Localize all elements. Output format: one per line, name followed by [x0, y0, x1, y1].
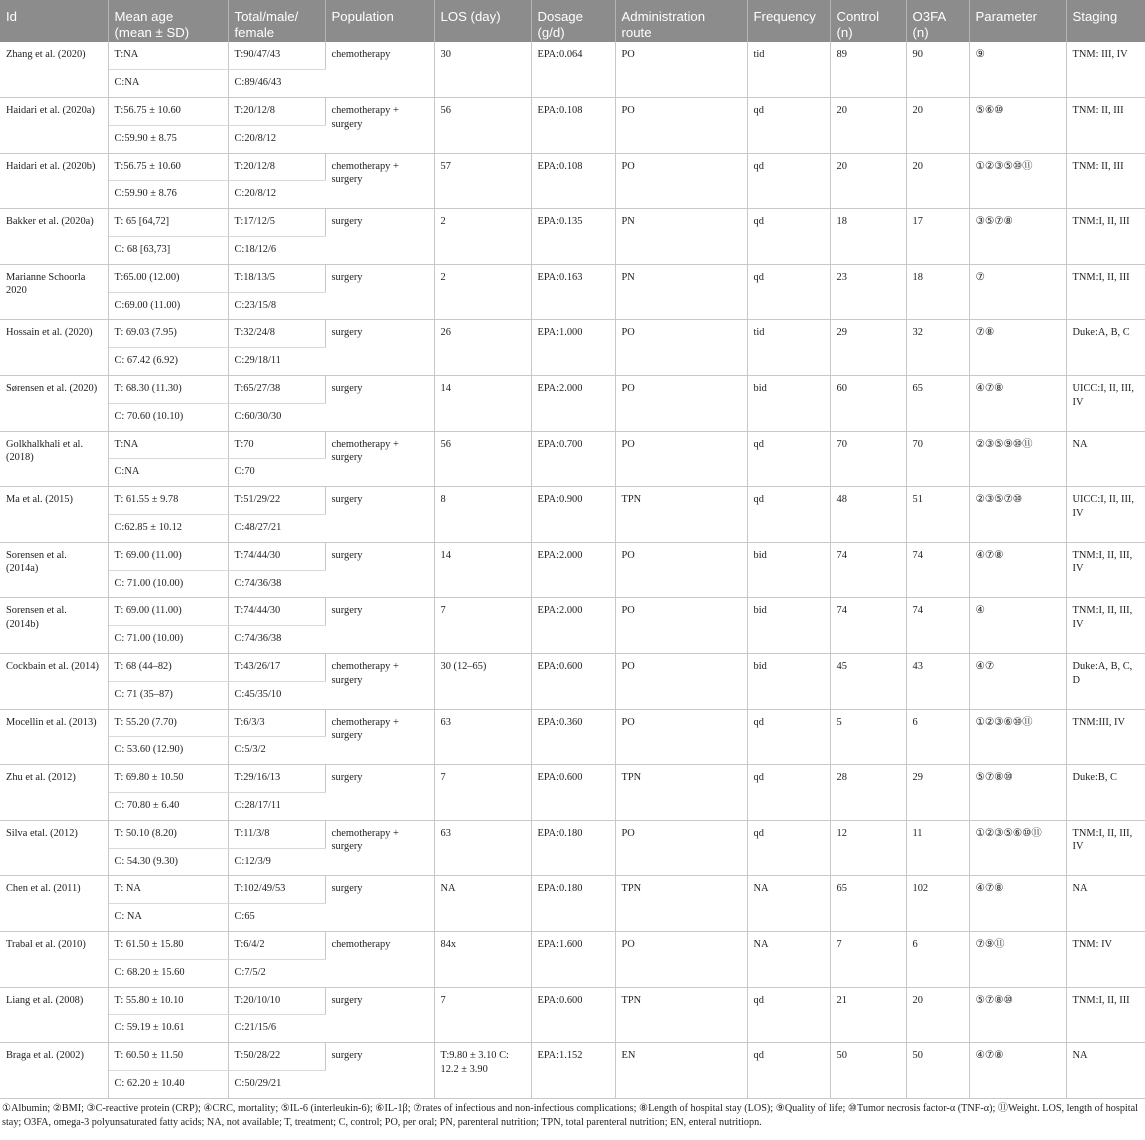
total-treatment: T:102/49/53 — [228, 876, 325, 904]
total-treatment: T:20/12/8 — [228, 153, 325, 181]
header-administration-route: Administration route — [615, 0, 747, 42]
frequency-cell: qd — [747, 820, 830, 876]
table-row — [0, 487, 1145, 515]
study-id: Liang et al. (2008) — [0, 987, 108, 1043]
header-o3fa: O3FA (n) — [906, 0, 969, 42]
mean-age-treatment: T:65.00 (12.00) — [108, 264, 228, 292]
table-footnote: ①Albumin; ②BMI; ③C-reactive protein (CRP); ④CRC, mortality; ⑤IL-6 (interleukin-6); ⑥IL-1β; ⑦rates of infectious and non-infectious complications; ⑧Length of hospital stay (LOS); ⑨Quality of life; ⑩Tumor necrosis factor-α (TNF-α); ⑪Weight. LOS, length of hospital stay; O3FA, omega-3 polyunsaturated fatty acids; NA, not available; T, treatment; C, control; PO, per oral; PN, parenteral nutrition; TPN, total parenteral nutrition; EN, enteral nutritiopn. — [2, 1102, 1138, 1128]
mean-age-treatment: T: NA — [108, 876, 228, 904]
study-id: Hossain et al. (2020) — [0, 320, 108, 376]
table-row — [0, 376, 1145, 404]
o3fa-n-cell: 43 — [906, 654, 969, 710]
parameter-cell: ⑦ — [969, 264, 1066, 320]
mean-age-control: C: 53.60 (12.90) — [108, 737, 228, 765]
frequency-cell: qd — [747, 431, 830, 487]
staging-cell: TNM:I, II, III — [1066, 209, 1145, 265]
mean-age-treatment: T: 69.00 (11.00) — [108, 598, 228, 626]
study-id: Cockbain et al. (2014) — [0, 654, 108, 710]
population-cell: chemotherapy + surgery — [325, 431, 434, 487]
route-cell: PO — [615, 431, 747, 487]
control-n-cell: 74 — [830, 542, 906, 598]
mean-age-control: C: 70.80 ± 6.40 — [108, 793, 228, 821]
los-cell: 8 — [434, 487, 531, 543]
staging-cell: TNM:I, II, III — [1066, 264, 1145, 320]
parameter-cell: ①②③⑤⑩⑪ — [969, 153, 1066, 209]
frequency-cell: NA — [747, 932, 830, 988]
parameter-cell: ④⑦⑧ — [969, 1043, 1066, 1099]
parameter-cell: ⑤⑦⑧⑩ — [969, 765, 1066, 821]
o3fa-n-cell: 50 — [906, 1043, 969, 1099]
table-row — [0, 987, 1145, 1015]
control-n-cell: 48 — [830, 487, 906, 543]
parameter-cell: ⑤⑦⑧⑩ — [969, 987, 1066, 1043]
study-id: Haidari et al. (2020b) — [0, 153, 108, 209]
dosage-cell: EPA:0.600 — [531, 765, 615, 821]
staging-cell: TNM: II, III — [1066, 153, 1145, 209]
mean-age-treatment: T:NA — [108, 42, 228, 70]
table-row — [0, 264, 1145, 292]
mean-age-treatment: T: 68 (44–82) — [108, 654, 228, 682]
total-control: C:60/30/30 — [228, 403, 325, 431]
staging-cell: TNM: IV — [1066, 932, 1145, 988]
route-cell: PO — [615, 98, 747, 154]
parameter-cell: ⑦⑧ — [969, 320, 1066, 376]
staging-cell: UICC:I, II, III, IV — [1066, 376, 1145, 432]
staging-cell: NA — [1066, 876, 1145, 932]
staging-cell: Duke:A, B, C, D — [1066, 654, 1145, 710]
study-id: Chen et al. (2011) — [0, 876, 108, 932]
o3fa-n-cell: 74 — [906, 542, 969, 598]
total-treatment: T:11/3/8 — [228, 820, 325, 848]
total-control: C:74/36/38 — [228, 626, 325, 654]
mean-age-treatment: T:56.75 ± 10.60 — [108, 153, 228, 181]
los-cell: 2 — [434, 209, 531, 265]
total-treatment: T:50/28/22 — [228, 1043, 325, 1071]
dosage-cell: EPA:2.000 — [531, 598, 615, 654]
header-parameter: Parameter — [969, 0, 1066, 42]
los-cell: 57 — [434, 153, 531, 209]
o3fa-n-cell: 32 — [906, 320, 969, 376]
route-cell: TPN — [615, 765, 747, 821]
dosage-cell: EPA:0.600 — [531, 654, 615, 710]
o3fa-n-cell: 65 — [906, 376, 969, 432]
population-cell: chemotherapy + surgery — [325, 820, 434, 876]
control-n-cell: 65 — [830, 876, 906, 932]
total-control: C:28/17/11 — [228, 793, 325, 821]
route-cell: TPN — [615, 487, 747, 543]
mean-age-control: C: 71 (35–87) — [108, 681, 228, 709]
study-id: Trabal et al. (2010) — [0, 932, 108, 988]
control-n-cell: 23 — [830, 264, 906, 320]
frequency-cell: NA — [747, 876, 830, 932]
study-id: Braga et al. (2002) — [0, 1043, 108, 1099]
los-cell: 56 — [434, 431, 531, 487]
mean-age-control: C:59.90 ± 8.75 — [108, 125, 228, 153]
route-cell: PO — [615, 320, 747, 376]
mean-age-treatment: T: 69.00 (11.00) — [108, 542, 228, 570]
dosage-cell: EPA:2.000 — [531, 376, 615, 432]
table-row — [0, 153, 1145, 181]
dosage-cell: EPA:0.360 — [531, 709, 615, 765]
total-control: C:89/46/43 — [228, 70, 325, 98]
population-cell: surgery — [325, 542, 434, 598]
table-header-row — [0, 0, 1145, 42]
parameter-cell: ⑤⑥⑩ — [969, 98, 1066, 154]
total-treatment: T:6/4/2 — [228, 932, 325, 960]
o3fa-n-cell: 90 — [906, 42, 969, 98]
population-cell: surgery — [325, 376, 434, 432]
total-treatment: T:51/29/22 — [228, 487, 325, 515]
total-control: C:70 — [228, 459, 325, 487]
control-n-cell: 60 — [830, 376, 906, 432]
staging-cell: TNM: II, III — [1066, 98, 1145, 154]
o3fa-n-cell: 74 — [906, 598, 969, 654]
header-frequency: Frequency — [747, 0, 830, 42]
parameter-cell: ②③⑤⑨⑩⑪ — [969, 431, 1066, 487]
table-row — [0, 820, 1145, 848]
mean-age-treatment: T: 65 [64,72] — [108, 209, 228, 237]
frequency-cell: tid — [747, 320, 830, 376]
total-control: C:18/12/6 — [228, 237, 325, 265]
total-control: C:50/29/21 — [228, 1070, 325, 1098]
o3fa-n-cell: 11 — [906, 820, 969, 876]
los-cell: 84x — [434, 932, 531, 988]
population-cell: surgery — [325, 876, 434, 932]
route-cell: PN — [615, 264, 747, 320]
dosage-cell: EPA:0.700 — [531, 431, 615, 487]
population-cell: surgery — [325, 487, 434, 543]
control-n-cell: 5 — [830, 709, 906, 765]
dosage-cell: EPA:1.000 — [531, 320, 615, 376]
mean-age-control: C: 54.30 (9.30) — [108, 848, 228, 876]
mean-age-control: C: NA — [108, 904, 228, 932]
frequency-cell: tid — [747, 42, 830, 98]
mean-age-control: C: 70.60 (10.10) — [108, 403, 228, 431]
total-control: C:12/3/9 — [228, 848, 325, 876]
los-cell: 56 — [434, 98, 531, 154]
table-row — [0, 765, 1145, 793]
population-cell: chemotherapy — [325, 42, 434, 98]
total-treatment: T:20/12/8 — [228, 98, 325, 126]
parameter-cell: ③⑤⑦⑧ — [969, 209, 1066, 265]
o3fa-n-cell: 29 — [906, 765, 969, 821]
o3fa-n-cell: 6 — [906, 932, 969, 988]
population-cell: chemotherapy — [325, 932, 434, 988]
total-control: C:20/8/12 — [228, 125, 325, 153]
header-los: LOS (day) — [434, 0, 531, 42]
total-control: C:48/27/21 — [228, 515, 325, 543]
route-cell: PO — [615, 542, 747, 598]
los-cell: 2 — [434, 264, 531, 320]
table-row — [0, 320, 1145, 348]
route-cell: PO — [615, 820, 747, 876]
parameter-cell: ④⑦⑧ — [969, 376, 1066, 432]
population-cell: chemotherapy + surgery — [325, 153, 434, 209]
header-mean-age: Mean age (mean ± SD) — [108, 0, 228, 42]
frequency-cell: qd — [747, 153, 830, 209]
mean-age-control: C: 67.42 (6.92) — [108, 348, 228, 376]
total-treatment: T:6/3/3 — [228, 709, 325, 737]
mean-age-treatment: T: 69.80 ± 10.50 — [108, 765, 228, 793]
parameter-cell: ⑦⑨⑪ — [969, 932, 1066, 988]
los-cell: 7 — [434, 987, 531, 1043]
route-cell: PO — [615, 654, 747, 710]
mean-age-control: C:69.00 (11.00) — [108, 292, 228, 320]
total-control: C:21/15/6 — [228, 1015, 325, 1043]
route-cell: PO — [615, 153, 747, 209]
o3fa-n-cell: 20 — [906, 98, 969, 154]
o3fa-n-cell: 18 — [906, 264, 969, 320]
total-treatment: T:74/44/30 — [228, 542, 325, 570]
parameter-cell: ②③⑤⑦⑩ — [969, 487, 1066, 543]
population-cell: chemotherapy + surgery — [325, 654, 434, 710]
staging-cell: NA — [1066, 431, 1145, 487]
staging-cell: UICC:I, II, III, IV — [1066, 487, 1145, 543]
los-cell: 30 (12–65) — [434, 654, 531, 710]
header-dosage: Dosage (g/d) — [531, 0, 615, 42]
population-cell: surgery — [325, 320, 434, 376]
route-cell: PO — [615, 42, 747, 98]
study-id: Bakker et al. (2020a) — [0, 209, 108, 265]
los-cell: 63 — [434, 709, 531, 765]
route-cell: TPN — [615, 987, 747, 1043]
total-control: C:65 — [228, 904, 325, 932]
header-population: Population — [325, 0, 434, 42]
dosage-cell: EPA:0.135 — [531, 209, 615, 265]
dosage-cell: EPA:0.900 — [531, 487, 615, 543]
mean-age-treatment: T: 68.30 (11.30) — [108, 376, 228, 404]
mean-age-treatment: T: 55.80 ± 10.10 — [108, 987, 228, 1015]
route-cell: PO — [615, 598, 747, 654]
o3fa-n-cell: 6 — [906, 709, 969, 765]
frequency-cell: bid — [747, 654, 830, 710]
dosage-cell: EPA:0.064 — [531, 42, 615, 98]
table-row — [0, 654, 1145, 682]
mean-age-treatment: T: 60.50 ± 11.50 — [108, 1043, 228, 1071]
study-id: Sorensen et al. (2014b) — [0, 598, 108, 654]
total-treatment: T:17/12/5 — [228, 209, 325, 237]
table-row — [0, 598, 1145, 626]
o3fa-n-cell: 70 — [906, 431, 969, 487]
dosage-cell: EPA:0.108 — [531, 98, 615, 154]
frequency-cell: bid — [747, 598, 830, 654]
total-control: C:5/3/2 — [228, 737, 325, 765]
population-cell: surgery — [325, 598, 434, 654]
mean-age-control: C:NA — [108, 70, 228, 98]
table-row — [0, 1043, 1145, 1071]
dosage-cell: EPA:1.152 — [531, 1043, 615, 1099]
study-id: Mocellin et al. (2013) — [0, 709, 108, 765]
control-n-cell: 12 — [830, 820, 906, 876]
total-treatment: T:65/27/38 — [228, 376, 325, 404]
control-n-cell: 29 — [830, 320, 906, 376]
los-cell: NA — [434, 876, 531, 932]
staging-cell: NA — [1066, 1043, 1145, 1099]
study-id: Silva etal. (2012) — [0, 820, 108, 876]
table-row — [0, 431, 1145, 459]
total-treatment: T:32/24/8 — [228, 320, 325, 348]
dosage-cell: EPA:0.600 — [531, 987, 615, 1043]
mean-age-control: C: 71.00 (10.00) — [108, 626, 228, 654]
staging-cell: TNM: III, IV — [1066, 42, 1145, 98]
table-row — [0, 932, 1145, 960]
frequency-cell: qd — [747, 987, 830, 1043]
control-n-cell: 20 — [830, 98, 906, 154]
parameter-cell: ①②③⑤⑥⑩⑪ — [969, 820, 1066, 876]
parameter-cell: ④⑦ — [969, 654, 1066, 710]
total-control: C:23/15/8 — [228, 292, 325, 320]
o3fa-n-cell: 102 — [906, 876, 969, 932]
total-treatment: T:18/13/5 — [228, 264, 325, 292]
frequency-cell: bid — [747, 376, 830, 432]
mean-age-treatment: T:NA — [108, 431, 228, 459]
control-n-cell: 89 — [830, 42, 906, 98]
mean-age-treatment: T: 69.03 (7.95) — [108, 320, 228, 348]
mean-age-control: C:59.90 ± 8.76 — [108, 181, 228, 209]
control-n-cell: 70 — [830, 431, 906, 487]
frequency-cell: bid — [747, 542, 830, 598]
control-n-cell: 28 — [830, 765, 906, 821]
population-cell: surgery — [325, 1043, 434, 1099]
frequency-cell: qd — [747, 765, 830, 821]
population-cell: surgery — [325, 264, 434, 320]
total-treatment: T:74/44/30 — [228, 598, 325, 626]
los-cell: 30 — [434, 42, 531, 98]
total-treatment: T:90/47/43 — [228, 42, 325, 70]
frequency-cell: qd — [747, 98, 830, 154]
population-cell: surgery — [325, 209, 434, 265]
dosage-cell: EPA:0.180 — [531, 876, 615, 932]
staging-cell: TNM:I, II, III — [1066, 987, 1145, 1043]
study-id: Zhang et al. (2020) — [0, 42, 108, 98]
dosage-cell: EPA:0.180 — [531, 820, 615, 876]
dosage-cell: EPA:1.600 — [531, 932, 615, 988]
route-cell: PN — [615, 209, 747, 265]
mean-age-control: C: 62.20 ± 10.40 — [108, 1070, 228, 1098]
table-row — [0, 98, 1145, 126]
total-treatment: T:29/16/13 — [228, 765, 325, 793]
header-staging: Staging — [1066, 0, 1145, 42]
mean-age-control: C:NA — [108, 459, 228, 487]
o3fa-n-cell: 17 — [906, 209, 969, 265]
mean-age-treatment: T: 61.55 ± 9.78 — [108, 487, 228, 515]
route-cell: TPN — [615, 876, 747, 932]
los-cell: 7 — [434, 765, 531, 821]
total-treatment: T:43/26/17 — [228, 654, 325, 682]
o3fa-n-cell: 20 — [906, 987, 969, 1043]
control-n-cell: 21 — [830, 987, 906, 1043]
total-control: C:74/36/38 — [228, 570, 325, 598]
o3fa-n-cell: 20 — [906, 153, 969, 209]
table-row — [0, 42, 1145, 70]
o3fa-n-cell: 51 — [906, 487, 969, 543]
frequency-cell: qd — [747, 264, 830, 320]
staging-cell: TNM:I, II, III, IV — [1066, 542, 1145, 598]
mean-age-treatment: T: 61.50 ± 15.80 — [108, 932, 228, 960]
los-cell: 26 — [434, 320, 531, 376]
frequency-cell: qd — [747, 1043, 830, 1099]
population-cell: surgery — [325, 987, 434, 1043]
dosage-cell: EPA:0.163 — [531, 264, 615, 320]
study-id: Sørensen et al. (2020) — [0, 376, 108, 432]
mean-age-control: C: 68.20 ± 15.60 — [108, 959, 228, 987]
total-treatment: T:70 — [228, 431, 325, 459]
los-cell: 7 — [434, 598, 531, 654]
control-n-cell: 18 — [830, 209, 906, 265]
mean-age-control: C: 59.19 ± 10.61 — [108, 1015, 228, 1043]
staging-cell: TNM:III, IV — [1066, 709, 1145, 765]
study-id: Sorensen et al. (2014a) — [0, 542, 108, 598]
study-id: Zhu et al. (2012) — [0, 765, 108, 821]
dosage-cell: EPA:2.000 — [531, 542, 615, 598]
table-row — [0, 709, 1145, 737]
mean-age-control: C: 68 [63,73] — [108, 237, 228, 265]
staging-cell: Duke:B, C — [1066, 765, 1145, 821]
header-total-male-female: Total/male/ female — [228, 0, 325, 42]
control-n-cell: 45 — [830, 654, 906, 710]
control-n-cell: 50 — [830, 1043, 906, 1099]
population-cell: chemotherapy + surgery — [325, 98, 434, 154]
mean-age-control: C: 71.00 (10.00) — [108, 570, 228, 598]
total-control: C:7/5/2 — [228, 959, 325, 987]
parameter-cell: ⑨ — [969, 42, 1066, 98]
mean-age-treatment: T: 50.10 (8.20) — [108, 820, 228, 848]
frequency-cell: qd — [747, 209, 830, 265]
table-row — [0, 542, 1145, 570]
control-n-cell: 74 — [830, 598, 906, 654]
dosage-cell: EPA:0.108 — [531, 153, 615, 209]
los-cell: 63 — [434, 820, 531, 876]
table-row — [0, 876, 1145, 904]
parameter-cell: ④⑦⑧ — [969, 542, 1066, 598]
los-cell: T:9.80 ± 3.10 C: 12.2 ± 3.90 — [434, 1043, 531, 1099]
los-cell: 14 — [434, 376, 531, 432]
frequency-cell: qd — [747, 709, 830, 765]
mean-age-treatment: T: 55.20 (7.70) — [108, 709, 228, 737]
population-cell: chemotherapy + surgery — [325, 709, 434, 765]
total-control: C:45/35/10 — [228, 681, 325, 709]
table-row — [0, 209, 1145, 237]
parameter-cell: ④ — [969, 598, 1066, 654]
los-cell: 14 — [434, 542, 531, 598]
staging-cell: TNM:I, II, III, IV — [1066, 598, 1145, 654]
study-id: Haidari et al. (2020a) — [0, 98, 108, 154]
mean-age-control: C:62.85 ± 10.12 — [108, 515, 228, 543]
total-control: C:20/8/12 — [228, 181, 325, 209]
study-id: Ma et al. (2015) — [0, 487, 108, 543]
header-control: Control (n) — [830, 0, 906, 42]
parameter-cell: ①②③⑥⑩⑪ — [969, 709, 1066, 765]
control-n-cell: 20 — [830, 153, 906, 209]
staging-cell: Duke:A, B, C — [1066, 320, 1145, 376]
staging-cell: TNM:I, II, III, IV — [1066, 820, 1145, 876]
total-control: C:29/18/11 — [228, 348, 325, 376]
study-id: Marianne Schoorla 2020 — [0, 264, 108, 320]
header-id: Id — [0, 0, 108, 42]
mean-age-treatment: T:56.75 ± 10.60 — [108, 98, 228, 126]
route-cell: PO — [615, 709, 747, 765]
route-cell: PO — [615, 376, 747, 432]
route-cell: PO — [615, 932, 747, 988]
control-n-cell: 7 — [830, 932, 906, 988]
parameter-cell: ④⑦⑧ — [969, 876, 1066, 932]
route-cell: EN — [615, 1043, 747, 1099]
study-id: Golkhalkhali et al. (2018) — [0, 431, 108, 487]
total-treatment: T:20/10/10 — [228, 987, 325, 1015]
frequency-cell: qd — [747, 487, 830, 543]
population-cell: surgery — [325, 765, 434, 821]
